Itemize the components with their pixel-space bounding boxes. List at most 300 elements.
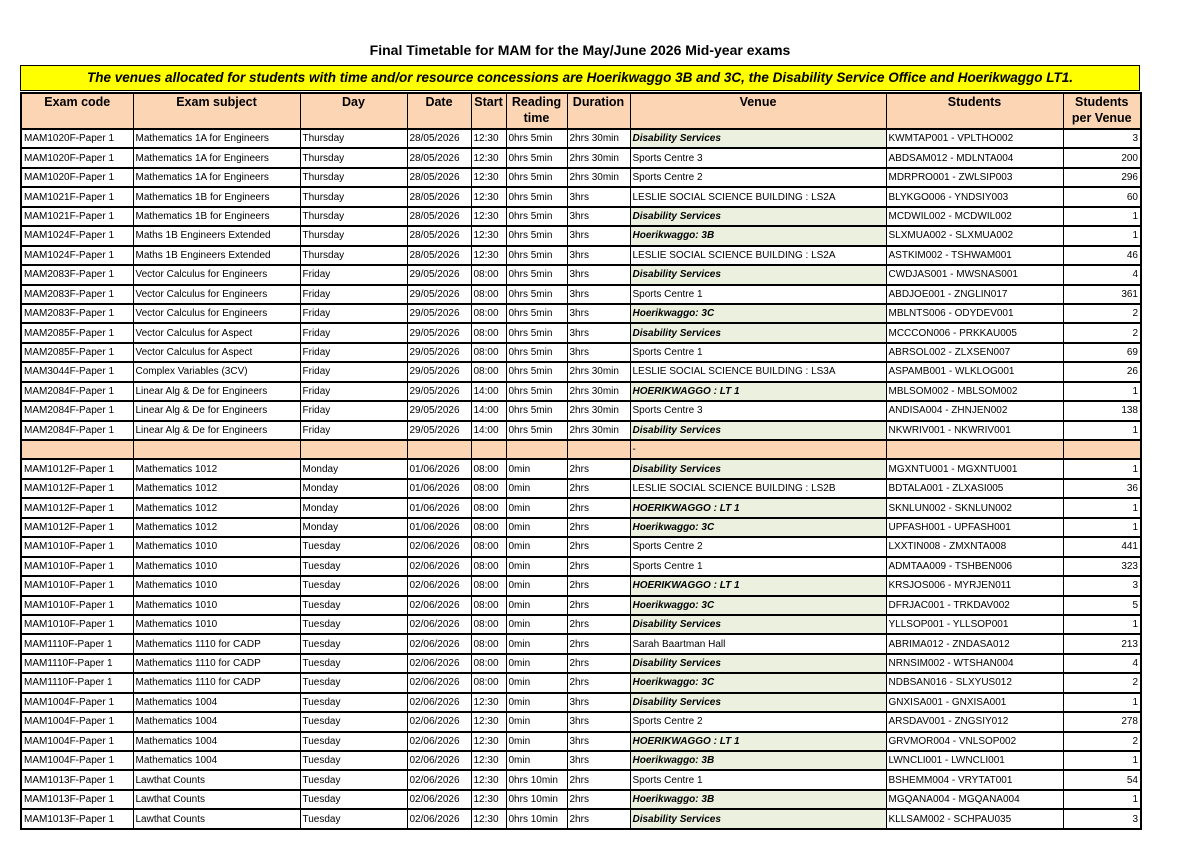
cell-date: 29/05/2026 <box>407 285 471 304</box>
cell-exam-code: MAM1004F-Paper 1 <box>21 693 133 712</box>
cell-day: Tuesday <box>300 693 407 712</box>
cell-students-per-venue: 1 <box>1063 421 1141 440</box>
cell-students: ABRIMA012 - ZNDASA012 <box>886 634 1063 653</box>
cell-day: Monday <box>300 479 407 498</box>
cell-students: MCDWIL002 - MCDWIL002 <box>886 207 1063 226</box>
cell-day: Tuesday <box>300 712 407 731</box>
cell-students-per-venue: 1 <box>1063 751 1141 770</box>
cell-day: Tuesday <box>300 576 407 595</box>
cell-exam-subject <box>133 440 300 459</box>
cell-students: ARSDAV001 - ZNGSIY012 <box>886 712 1063 731</box>
cell-reading-time: 0min <box>506 732 567 751</box>
cell-students-per-venue: 26 <box>1063 362 1141 381</box>
table-row <box>21 129 1141 148</box>
cell-date: 02/06/2026 <box>407 770 471 789</box>
header-date: Date <box>407 93 471 129</box>
cell-exam-code: MAM2083F-Paper 1 <box>21 304 133 323</box>
cell-start: 08:00 <box>471 557 506 576</box>
cell-day: Friday <box>300 323 407 342</box>
cell-exam-code: MAM1010F-Paper 1 <box>21 576 133 595</box>
cell-students: MDRPRO001 - ZWLSIP003 <box>886 168 1063 187</box>
cell-reading-time: 0min <box>506 518 567 537</box>
cell-students: GNXISA001 - GNXISA001 <box>886 693 1063 712</box>
cell-start: 08:00 <box>471 673 506 692</box>
cell-venue: LESLIE SOCIAL SCIENCE BUILDING : LS3A <box>630 362 886 381</box>
cell-duration: 3hrs <box>567 207 630 226</box>
cell-students: ABDSAM012 - MDLNTA004 <box>886 148 1063 167</box>
table-row <box>21 304 1141 323</box>
table-row <box>21 615 1141 634</box>
cell-reading-time: 0min <box>506 654 567 673</box>
cell-date: 02/06/2026 <box>407 751 471 770</box>
cell-duration: 2hrs 30min <box>567 382 630 401</box>
cell-day: Friday <box>300 362 407 381</box>
cell-exam-code: MAM1012F-Paper 1 <box>21 479 133 498</box>
cell-reading-time: 0hrs 5min <box>506 343 567 362</box>
cell-venue: Disability Services <box>630 693 886 712</box>
header-venue: Venue <box>630 93 886 129</box>
cell-duration: 2hrs <box>567 576 630 595</box>
cell-duration: 3hrs <box>567 226 630 245</box>
cell-exam-subject: Mathematics 1110 for CADP <box>133 654 300 673</box>
cell-students-per-venue: 1 <box>1063 693 1141 712</box>
cell-exam-subject: Complex Variables (3CV) <box>133 362 300 381</box>
header-row <box>21 93 1141 129</box>
cell-exam-subject: Mathematics 1010 <box>133 576 300 595</box>
cell-reading-time: 0min <box>506 634 567 653</box>
cell-exam-subject: Mathematics 1010 <box>133 557 300 576</box>
cell-day: Thursday <box>300 129 407 148</box>
cell-date: 28/05/2026 <box>407 129 471 148</box>
cell-date: 01/06/2026 <box>407 518 471 537</box>
cell-venue: Hoerikwaggo: 3B <box>630 790 886 809</box>
cell-exam-subject: Mathematics 1B for Engineers <box>133 187 300 206</box>
cell-reading-time: 0hrs 5min <box>506 265 567 284</box>
cell-day: Thursday <box>300 148 407 167</box>
cell-reading-time: 0hrs 5min <box>506 148 567 167</box>
cell-duration: 2hrs 30min <box>567 148 630 167</box>
cell-start: 12:30 <box>471 187 506 206</box>
cell-start: 08:00 <box>471 285 506 304</box>
cell-exam-code: MAM1010F-Paper 1 <box>21 615 133 634</box>
table-row <box>21 790 1141 809</box>
table-row <box>21 576 1141 595</box>
cell-venue: Disability Services <box>630 207 886 226</box>
cell-date: 29/05/2026 <box>407 382 471 401</box>
cell-students-per-venue: 46 <box>1063 246 1141 265</box>
cell-venue: Hoerikwaggo: 3C <box>630 518 886 537</box>
cell-start: 12:30 <box>471 246 506 265</box>
cell-reading-time: 0hrs 5min <box>506 226 567 245</box>
cell-exam-subject: Mathematics 1A for Engineers <box>133 129 300 148</box>
cell-venue: Sports Centre 2 <box>630 168 886 187</box>
table-row <box>21 498 1141 517</box>
cell-reading-time: 0hrs 5min <box>506 207 567 226</box>
cell-exam-subject: Lawthat Counts <box>133 790 300 809</box>
cell-exam-code: MAM1021F-Paper 1 <box>21 207 133 226</box>
cell-date: 02/06/2026 <box>407 576 471 595</box>
cell-date: 02/06/2026 <box>407 615 471 634</box>
table-row <box>21 673 1141 692</box>
table-row <box>21 323 1141 342</box>
cell-date: 29/05/2026 <box>407 304 471 323</box>
table-row <box>21 148 1141 167</box>
cell-venue: Hoerikwaggo: 3B <box>630 751 886 770</box>
cell-start: 12:30 <box>471 207 506 226</box>
cell-students: MBLNTS006 - ODYDEV001 <box>886 304 1063 323</box>
table-row <box>21 693 1141 712</box>
cell-students-per-venue: 361 <box>1063 285 1141 304</box>
cell-day: Tuesday <box>300 751 407 770</box>
cell-day: Tuesday <box>300 673 407 692</box>
cell-venue: Sarah Baartman Hall <box>630 634 886 653</box>
cell-exam-subject: Mathematics 1012 <box>133 479 300 498</box>
cell-students-per-venue: 2 <box>1063 304 1141 323</box>
header-students: Students <box>886 93 1063 129</box>
cell-exam-subject: Linear Alg & De for Engineers <box>133 382 300 401</box>
cell-duration: 2hrs <box>567 673 630 692</box>
cell-students: ANDISA004 - ZHNJEN002 <box>886 401 1063 420</box>
cell-exam-code: MAM1020F-Paper 1 <box>21 168 133 187</box>
cell-start: 12:30 <box>471 148 506 167</box>
cell-venue: Sports Centre 1 <box>630 285 886 304</box>
cell-students: UPFASH001 - UPFASH001 <box>886 518 1063 537</box>
cell-exam-subject: Linear Alg & De for Engineers <box>133 421 300 440</box>
cell-start: 08:00 <box>471 498 506 517</box>
cell-day: Tuesday <box>300 615 407 634</box>
table-row <box>21 537 1141 556</box>
cell-exam-subject: Vector Calculus for Aspect <box>133 323 300 342</box>
cell-exam-subject: Mathematics 1010 <box>133 537 300 556</box>
cell-date: 29/05/2026 <box>407 343 471 362</box>
table-row <box>21 207 1141 226</box>
cell-reading-time: 0hrs 5min <box>506 421 567 440</box>
cell-students-per-venue: 2 <box>1063 673 1141 692</box>
cell-venue: Sports Centre 2 <box>630 712 886 731</box>
table-row <box>21 654 1141 673</box>
table-row <box>21 712 1141 731</box>
cell-start: 08:00 <box>471 343 506 362</box>
cell-exam-subject: Lawthat Counts <box>133 809 300 828</box>
cell-start: 08:00 <box>471 537 506 556</box>
cell-start: 12:30 <box>471 751 506 770</box>
cell-date: 01/06/2026 <box>407 459 471 478</box>
table-row <box>21 265 1141 284</box>
cell-exam-subject: Vector Calculus for Engineers <box>133 304 300 323</box>
cell-exam-subject: Mathematics 1A for Engineers <box>133 148 300 167</box>
cell-reading-time <box>506 440 567 459</box>
cell-exam-code: MAM3044F-Paper 1 <box>21 362 133 381</box>
cell-students-per-venue: 1 <box>1063 226 1141 245</box>
table-row <box>21 518 1141 537</box>
cell-venue: Sports Centre 1 <box>630 770 886 789</box>
cell-venue: Hoerikwaggo: 3B <box>630 226 886 245</box>
cell-start: 14:00 <box>471 401 506 420</box>
cell-students <box>886 440 1063 459</box>
cell-exam-code: MAM1004F-Paper 1 <box>21 732 133 751</box>
header-reading-time: Reading time <box>506 93 567 129</box>
cell-reading-time: 0min <box>506 557 567 576</box>
cell-duration: 3hrs <box>567 323 630 342</box>
cell-duration: 3hrs <box>567 693 630 712</box>
cell-venue: HOERIKWAGGO : LT 1 <box>630 498 886 517</box>
table-row <box>21 382 1141 401</box>
cell-exam-code: MAM1024F-Paper 1 <box>21 226 133 245</box>
cell-date: 02/06/2026 <box>407 596 471 615</box>
cell-exam-subject: Mathematics 1004 <box>133 732 300 751</box>
cell-students: NRNSIM002 - WTSHAN004 <box>886 654 1063 673</box>
table-row <box>21 809 1141 828</box>
cell-exam-subject: Vector Calculus for Aspect <box>133 343 300 362</box>
cell-venue: Hoerikwaggo: 3C <box>630 304 886 323</box>
cell-start: 12:30 <box>471 732 506 751</box>
cell-students-per-venue: 4 <box>1063 265 1141 284</box>
cell-exam-subject: Mathematics 1004 <box>133 751 300 770</box>
cell-reading-time: 0hrs 10min <box>506 770 567 789</box>
cell-reading-time: 0min <box>506 615 567 634</box>
cell-start: 12:30 <box>471 693 506 712</box>
cell-exam-subject: Mathematics 1012 <box>133 459 300 478</box>
cell-students: BDTALA001 - ZLXASI005 <box>886 479 1063 498</box>
cell-students: BLYKGO006 - YNDSIY003 <box>886 187 1063 206</box>
cell-venue: Disability Services <box>630 265 886 284</box>
cell-day: Tuesday <box>300 596 407 615</box>
cell-students: ABDJOE001 - ZNGLIN017 <box>886 285 1063 304</box>
cell-reading-time: 0min <box>506 693 567 712</box>
cell-students: YLLSOP001 - YLLSOP001 <box>886 615 1063 634</box>
cell-exam-code: MAM1110F-Paper 1 <box>21 634 133 653</box>
cell-students-per-venue: 3 <box>1063 809 1141 828</box>
cell-duration: 3hrs <box>567 343 630 362</box>
cell-date: 28/05/2026 <box>407 187 471 206</box>
cell-exam-code: MAM2084F-Paper 1 <box>21 401 133 420</box>
cell-duration: 2hrs <box>567 459 630 478</box>
cell-students: KWMTAP001 - VPLTHO002 <box>886 129 1063 148</box>
cell-reading-time: 0hrs 5min <box>506 401 567 420</box>
cell-date: 29/05/2026 <box>407 362 471 381</box>
cell-duration: 2hrs <box>567 654 630 673</box>
cell-duration: 3hrs <box>567 712 630 731</box>
cell-students-per-venue: 138 <box>1063 401 1141 420</box>
cell-exam-subject: Mathematics 1010 <box>133 615 300 634</box>
cell-day: Tuesday <box>300 732 407 751</box>
cell-day: Friday <box>300 265 407 284</box>
cell-day: Thursday <box>300 168 407 187</box>
cell-students-per-venue: 1 <box>1063 459 1141 478</box>
cell-exam-subject: Linear Alg & De for Engineers <box>133 401 300 420</box>
cell-venue: HOERIKWAGGO : LT 1 <box>630 382 886 401</box>
cell-exam-subject: Mathematics 1010 <box>133 596 300 615</box>
cell-students-per-venue: 60 <box>1063 187 1141 206</box>
cell-exam-subject: Mathematics 1012 <box>133 518 300 537</box>
cell-start: 12:30 <box>471 790 506 809</box>
cell-day: Tuesday <box>300 790 407 809</box>
cell-students: CWDJAS001 - MWSNAS001 <box>886 265 1063 284</box>
cell-exam-subject: Mathematics 1110 for CADP <box>133 634 300 653</box>
cell-day: Tuesday <box>300 557 407 576</box>
cell-venue: LESLIE SOCIAL SCIENCE BUILDING : LS2A <box>630 246 886 265</box>
spacer-row <box>21 440 1141 459</box>
cell-exam-code: MAM1013F-Paper 1 <box>21 809 133 828</box>
cell-duration: 3hrs <box>567 285 630 304</box>
cell-venue: Sports Centre 3 <box>630 401 886 420</box>
cell-date: 02/06/2026 <box>407 790 471 809</box>
cell-date: 28/05/2026 <box>407 207 471 226</box>
cell-exam-subject: Mathematics 1012 <box>133 498 300 517</box>
cell-venue: Hoerikwaggo: 3C <box>630 596 886 615</box>
cell-exam-code: MAM1004F-Paper 1 <box>21 751 133 770</box>
table-row <box>21 187 1141 206</box>
cell-start: 14:00 <box>471 382 506 401</box>
table-row <box>21 596 1141 615</box>
table-row <box>21 479 1141 498</box>
table-row <box>21 751 1141 770</box>
table-row <box>21 246 1141 265</box>
cell-students: NKWRIV001 - NKWRIV001 <box>886 421 1063 440</box>
cell-exam-subject: Maths 1B Engineers Extended <box>133 246 300 265</box>
table-row <box>21 285 1141 304</box>
cell-reading-time: 0min <box>506 712 567 731</box>
cell-date: 02/06/2026 <box>407 732 471 751</box>
cell-students-per-venue: 1 <box>1063 518 1141 537</box>
cell-date: 02/06/2026 <box>407 712 471 731</box>
cell-exam-code: MAM1110F-Paper 1 <box>21 654 133 673</box>
cell-students-per-venue <box>1063 440 1141 459</box>
cell-venue: HOERIKWAGGO : LT 1 <box>630 732 886 751</box>
cell-students-per-venue: 200 <box>1063 148 1141 167</box>
cell-reading-time: 0hrs 5min <box>506 285 567 304</box>
header-exam-subject: Exam subject <box>133 93 300 129</box>
table-row <box>21 732 1141 751</box>
cell-students-per-venue: 296 <box>1063 168 1141 187</box>
cell-date <box>407 440 471 459</box>
table-row <box>21 770 1141 789</box>
cell-day: Monday <box>300 498 407 517</box>
cell-exam-code: MAM1013F-Paper 1 <box>21 770 133 789</box>
cell-date: 01/06/2026 <box>407 498 471 517</box>
cell-venue: Disability Services <box>630 129 886 148</box>
cell-students-per-venue: 213 <box>1063 634 1141 653</box>
cell-date: 28/05/2026 <box>407 246 471 265</box>
cell-venue: Sports Centre 1 <box>630 343 886 362</box>
cell-start: 08:00 <box>471 362 506 381</box>
cell-exam-subject: Mathematics 1004 <box>133 712 300 731</box>
cell-duration: 3hrs <box>567 304 630 323</box>
cell-venue: - <box>630 440 886 459</box>
cell-reading-time: 0min <box>506 576 567 595</box>
cell-venue: Disability Services <box>630 654 886 673</box>
cell-students: KLLSAM002 - SCHPAU035 <box>886 809 1063 828</box>
cell-students: ASPAMB001 - WLKLOG001 <box>886 362 1063 381</box>
cell-day: Tuesday <box>300 654 407 673</box>
cell-exam-code: MAM1110F-Paper 1 <box>21 673 133 692</box>
cell-start: 14:00 <box>471 421 506 440</box>
cell-day: Friday <box>300 401 407 420</box>
cell-venue: LESLIE SOCIAL SCIENCE BUILDING : LS2A <box>630 187 886 206</box>
cell-day: Friday <box>300 304 407 323</box>
cell-reading-time: 0hrs 10min <box>506 790 567 809</box>
cell-reading-time: 0hrs 5min <box>506 187 567 206</box>
cell-day: Thursday <box>300 246 407 265</box>
cell-day: Friday <box>300 343 407 362</box>
cell-students: MBLSOM002 - MBLSOM002 <box>886 382 1063 401</box>
cell-students: MCCCON006 - PRKKAU005 <box>886 323 1063 342</box>
cell-date: 29/05/2026 <box>407 265 471 284</box>
cell-exam-code: MAM1020F-Paper 1 <box>21 148 133 167</box>
cell-start: 08:00 <box>471 518 506 537</box>
cell-date: 02/06/2026 <box>407 634 471 653</box>
cell-reading-time: 0hrs 5min <box>506 382 567 401</box>
cell-exam-code: MAM1021F-Paper 1 <box>21 187 133 206</box>
cell-exam-code: MAM1010F-Paper 1 <box>21 596 133 615</box>
cell-start: 12:30 <box>471 770 506 789</box>
cell-students-per-venue: 4 <box>1063 654 1141 673</box>
table-row <box>21 401 1141 420</box>
cell-reading-time: 0hrs 5min <box>506 323 567 342</box>
cell-students-per-venue: 54 <box>1063 770 1141 789</box>
cell-students-per-venue: 36 <box>1063 479 1141 498</box>
cell-students: ASTKIM002 - TSHWAM001 <box>886 246 1063 265</box>
cell-duration: 3hrs <box>567 732 630 751</box>
cell-exam-code: MAM1013F-Paper 1 <box>21 790 133 809</box>
cell-day: Tuesday <box>300 634 407 653</box>
cell-venue: Disability Services <box>630 615 886 634</box>
cell-exam-subject: Mathematics 1004 <box>133 693 300 712</box>
cell-venue: Disability Services <box>630 323 886 342</box>
cell-venue: HOERIKWAGGO : LT 1 <box>630 576 886 595</box>
cell-date: 29/05/2026 <box>407 401 471 420</box>
cell-students-per-venue: 3 <box>1063 129 1141 148</box>
concession-banner: The venues allocated for students with time and/or resource concessions are Hoerikwaggo 3B and 3C, the Disability Service Office and Hoerikwaggo LT1. <box>20 65 1140 91</box>
cell-duration: 2hrs 30min <box>567 362 630 381</box>
cell-students: LXXTIN008 - ZMXNTA008 <box>886 537 1063 556</box>
cell-reading-time: 0hrs 5min <box>506 168 567 187</box>
cell-exam-code: MAM1020F-Paper 1 <box>21 129 133 148</box>
cell-exam-subject: Mathematics 1110 for CADP <box>133 673 300 692</box>
cell-students: NDBSAN016 - SLXYUS012 <box>886 673 1063 692</box>
cell-date: 01/06/2026 <box>407 479 471 498</box>
cell-exam-code: MAM1010F-Paper 1 <box>21 537 133 556</box>
cell-reading-time: 0hrs 5min <box>506 304 567 323</box>
cell-exam-code: MAM1024F-Paper 1 <box>21 246 133 265</box>
cell-duration: 2hrs 30min <box>567 168 630 187</box>
cell-duration: 2hrs 30min <box>567 129 630 148</box>
cell-students-per-venue: 278 <box>1063 712 1141 731</box>
table-row <box>21 343 1141 362</box>
cell-exam-subject: Maths 1B Engineers Extended <box>133 226 300 245</box>
cell-exam-code <box>21 440 133 459</box>
cell-students-per-venue: 1 <box>1063 207 1141 226</box>
cell-students: BSHEMM004 - VRYTAT001 <box>886 770 1063 789</box>
header-students-per-venue: Students per Venue <box>1063 93 1141 129</box>
cell-duration: 3hrs <box>567 246 630 265</box>
cell-students: KRSJOS006 - MYRJEN011 <box>886 576 1063 595</box>
cell-exam-code: MAM1004F-Paper 1 <box>21 712 133 731</box>
table-row <box>21 168 1141 187</box>
cell-start: 08:00 <box>471 323 506 342</box>
cell-exam-code: MAM2085F-Paper 1 <box>21 323 133 342</box>
cell-duration: 2hrs <box>567 596 630 615</box>
cell-start: 08:00 <box>471 304 506 323</box>
cell-exam-code: MAM2085F-Paper 1 <box>21 343 133 362</box>
cell-duration: 2hrs <box>567 634 630 653</box>
cell-students: ABRSOL002 - ZLXSEN007 <box>886 343 1063 362</box>
table-row <box>21 459 1141 478</box>
cell-students-per-venue: 2 <box>1063 732 1141 751</box>
cell-start: 08:00 <box>471 615 506 634</box>
cell-start: 08:00 <box>471 654 506 673</box>
cell-duration: 2hrs <box>567 770 630 789</box>
